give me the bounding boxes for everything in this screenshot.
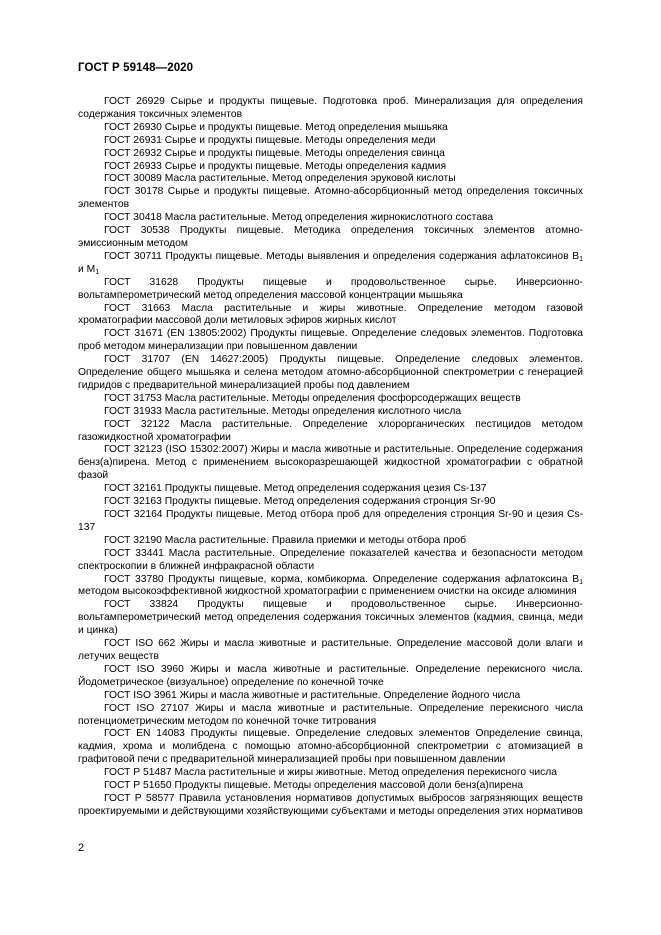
reference-entry: ГОСТ 33780 Продукты пищевые, корма, комбикорма. Определение содержания афлатоксина $B_1$ методом высокоэффективной жидкостной хроматографии с применением очистки на оксиде алюминия xyxy=(78,573,583,598)
reference-entry: ГОСТ 33441 Масла растительные. Определение показателей качества и безопасности методом спектроскопии в ближней инфракрасной области xyxy=(78,547,583,572)
page-number: 2 xyxy=(78,842,85,854)
reference-entry: ГОСТ ISO 662 Жиры и масла животные и растительные. Определение массовой доли влаги и летучих веществ xyxy=(78,638,583,662)
reference-entry: ГОСТ 26932 Сырье и продукты пищевые. Методы определения свинца xyxy=(104,147,445,159)
reference-entry: ГОСТ 26933 Сырье и продукты пищевые. Методы определения кадмия xyxy=(104,160,447,172)
reference-entry: ГОСТ 32164 Продукты пищевые. Метод отбора проб для определения стронция Sr-90 и цезия Cs-137 xyxy=(78,509,583,533)
reference-entry: ГОСТ Р 58577 Правила установления нормативов допустимых выбросов загрязняющих веществ проектируемыми и действующими хозяйствующими субъектами и методы определения этих нормативов xyxy=(78,792,583,817)
reference-entry: ГОСТ 26930 Сырье и продукты пищевые. Метод определения мышьяка xyxy=(104,121,448,133)
reference-entry: ГОСТ 31663 Масла растительные и жиры животные. Определение методом газовой хроматографии массовой доли метиловых эфиров жирных кислот xyxy=(78,302,583,327)
reference-entry: ГОСТ 32163 Продукты пищевые. Метод определения содержания стронция Sr-90 xyxy=(104,496,496,508)
reference-entry: ГОСТ 32123 (ISO 15302:2007) Жиры и масла животные и растительные. Определение содержания бенз(а)пирена. Метод с применением высокоразрешающей жидкостной хроматографии с обратной фазой xyxy=(78,444,583,482)
reference-entry: ГОСТ 33824 Продукты пищевые и продовольственное сырье. Инверсионно-вольтамперометрический метод определения содержания токсичных элементов (кадмия, свинца, меди и цинка) xyxy=(78,599,583,637)
reference-entry: ГОСТ Р 51650 Продукты пищевые. Методы определения массовой доли бенз(а)пирена xyxy=(104,780,524,792)
reference-entry: ГОСТ 30418 Масла растительные. Метод определения жирнокислотного состава xyxy=(104,212,494,224)
reference-entry: ГОСТ 31933 Масла растительные. Методы определения кислотного числа xyxy=(104,405,462,417)
reference-entry: ГОСТ 30089 Масла растительные. Метод определения эруковой кислоты xyxy=(104,173,456,185)
reference-entry: ГОСТ 30538 Продукты пищевые. Методика определения токсичных элементов атомно-эмиссионным методом xyxy=(78,225,583,249)
reference-entry: ГОСТ Р 51487 Масла растительные и жиры животные. Метод определения перекисного числа xyxy=(104,767,557,779)
reference-entry: ГОСТ 30711 Продукты пищевые. Методы выявления и определения содержания афлатоксинов $B_1$ и $M_1$ xyxy=(78,250,583,276)
reference-entry: ГОСТ 31707 (EN 14627:2005) Продукты пищевые. Определение следовых элементов. Определение общего мышьяка и селена методом атомно-абсорбционной спектрометрии с генерацией гидридов с предварительной минерализацией пробы под давлением xyxy=(78,354,583,391)
reference-entry: ГОСТ 31753 Масла растительные. Методы определения фосфорсодержащих веществ xyxy=(104,392,521,404)
reference-entry: ГОСТ ISO 3960 Жиры и масла животные и растительные. Определение перекисного числа. Йодометрическое (визуальное) определение по конечной точке xyxy=(78,663,583,688)
reference-entry: ГОСТ 30178 Сырье и продукты пищевые. Атомно-абсорбционный метод определения токсичных элементов xyxy=(78,186,583,211)
reference-entry: ГОСТ 32122 Масла растительные. Определение хлорорганических пестицидов методом газожидкостной хроматографии xyxy=(78,418,583,443)
reference-entry: ГОСТ 26929 Сырье и продукты пищевые. Подготовка проб. Минерализация для определения содержания токсичных элементов xyxy=(78,96,583,120)
reference-entry: ГОСТ 26931 Сырье и продукты пищевые. Методы определения меди xyxy=(104,134,436,146)
reference-entry: ГОСТ 32190 Масла растительные. Правила приемки и методы отбора проб xyxy=(104,534,467,546)
reference-entry: ГОСТ 32161 Продукты пищевые. Метод определения содержания цезия Cs-137 xyxy=(104,483,487,495)
reference-entry: ГОСТ ISO 27107 Жиры и масла животные и растительные. Определение перекисного числа потенциометрическим методом по конечной точке титрования xyxy=(78,702,583,727)
reference-entry: ГОСТ ISO 3961 Жиры и масла животные и растительные. Определение йодного числа xyxy=(104,689,521,701)
reference-entry: ГОСТ 31628 Продукты пищевые и продовольственное сырье. Инверсионно-вольтамперометрический метод определения массовой концентрации мышьяка xyxy=(78,276,583,301)
reference-entry: ГОСТ EN 14083 Продукты пищевые. Определение следовых элементов Определение свинца, кадмия, хрома и молибдена с помощью атомно-абсорбционной спектрометрии с атомизацией в графитовой печи с предварительной минерализацией пробы при повышенном давлении xyxy=(78,728,583,766)
reference-entry: ГОСТ 31671 (EN 13805:2002) Продукты пищевые. Определение следовых элементов. Подготовка проб методом минерализации при повышенном давлении xyxy=(78,328,583,353)
document-header: ГОСТ Р 59148—2020 xyxy=(78,62,194,74)
normative-references-list xyxy=(78,96,583,819)
